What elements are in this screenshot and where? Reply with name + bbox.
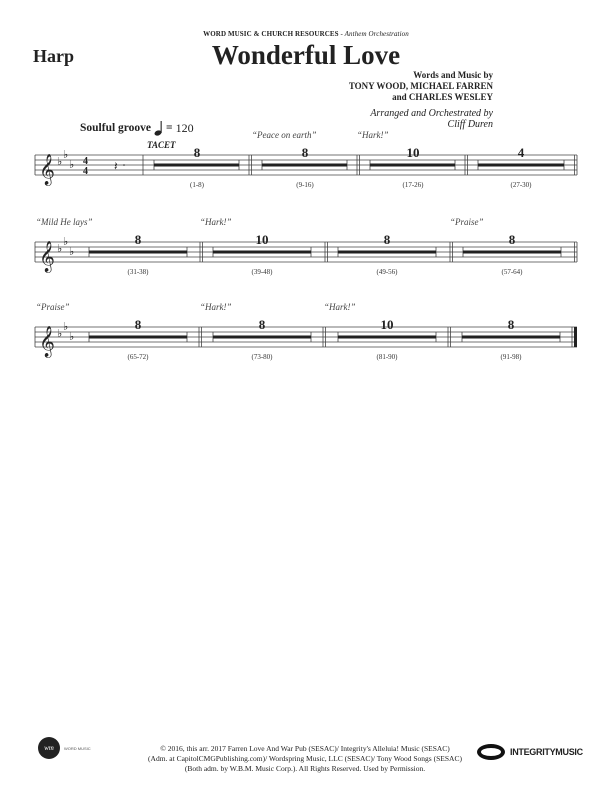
- measure-range: (57-64): [501, 268, 523, 276]
- multi-rest-count: 8: [258, 317, 266, 332]
- cue-text: “Hark!”: [200, 302, 232, 312]
- tacet-label: TACET: [147, 140, 176, 150]
- svg-text:♭: ♭: [69, 330, 75, 343]
- multi-rest-count: 8: [301, 145, 309, 160]
- svg-text:4: 4: [83, 156, 88, 167]
- copyright-line: (Adm. at CapitolCMGPublishing.com)/ Wordspring Music, LLC (SESAC)/ Tony Wood Songs (SESAC): [148, 754, 462, 763]
- svg-text:♭: ♭: [63, 320, 69, 333]
- final-barline: [574, 327, 577, 347]
- integrity-ring-icon: [477, 744, 505, 760]
- integrity-music-logo: [477, 744, 583, 760]
- word-music-logo: [38, 737, 91, 759]
- quarter-rest-icon: 𝄽: [114, 159, 118, 173]
- credits-line: TONY WOOD, MICHAEL FARREN: [348, 81, 493, 91]
- word-music-logo-text: WORD MUSIC: [64, 745, 91, 751]
- publisher: WORD MUSIC & CHURCH RESOURCES: [203, 30, 339, 38]
- multi-rest-count: 10: [406, 145, 420, 160]
- arranger-line: Arranged and Orchestrated by: [370, 108, 493, 119]
- measure-range: (27-30): [510, 181, 532, 189]
- multi-rest-count: 8: [134, 232, 142, 247]
- cue-text: “Hark!”: [324, 302, 356, 312]
- measure-range: (65-72): [127, 353, 149, 361]
- measure-range: (49-56): [376, 268, 398, 276]
- credits-line: and CHARLES WESLEY: [392, 92, 493, 102]
- key-signature-flats-icon: [57, 320, 74, 343]
- credits: [349, 70, 493, 103]
- series: - Anthem Orchestration: [340, 30, 409, 38]
- measure-range: (81-90): [376, 353, 398, 361]
- tempo-label: Soulful groove: [80, 122, 152, 134]
- svg-text:♭: ♭: [57, 242, 63, 255]
- arranger: [370, 108, 493, 130]
- multi-rest-count: 8: [383, 232, 391, 247]
- svg-text:♭: ♭: [69, 245, 75, 258]
- word-music-logo-mark: wm: [38, 737, 60, 759]
- multi-rest-count: 10: [255, 232, 269, 247]
- measure-range: (31-38): [127, 268, 149, 276]
- copyright-line: (Both adm. by W.B.M. Music Corp.). All Rights Reserved. Used by Permission.: [184, 764, 426, 773]
- cue-text: “Hark!”: [200, 217, 232, 227]
- measure-range: (73-80): [251, 353, 273, 361]
- quarter-note-icon: [154, 120, 163, 136]
- tempo-marking: [80, 120, 194, 136]
- measure-range: (17-26): [402, 181, 424, 189]
- multi-rest-count: 8: [508, 232, 516, 247]
- multi-rest-count: 8: [193, 145, 201, 160]
- svg-text:♭: ♭: [63, 235, 69, 248]
- measure-range: (1-8): [190, 181, 204, 189]
- multi-rest-count: 8: [134, 317, 142, 332]
- measure-range: (9-16): [296, 181, 314, 189]
- copyright-line: © 2016, this arr. 2017 Farren Love And War Pub (SESAC)/ Integrity's Alleluia! Music (SESAC): [160, 744, 450, 753]
- credits-line: Words and Music by: [413, 70, 493, 80]
- cue-text: “Mild He lays”: [36, 217, 93, 227]
- svg-text:♭: ♭: [57, 327, 63, 340]
- key-signature-flats-icon: [57, 148, 74, 171]
- instrument-name: Harp: [33, 46, 75, 66]
- song-title: Wonderful Love: [211, 40, 401, 70]
- copyright-notice: [130, 744, 480, 774]
- publisher-line: [0, 30, 612, 38]
- tempo-equals: =: [166, 122, 173, 134]
- svg-text:♭: ♭: [69, 158, 75, 171]
- multi-rest-count: 8: [507, 317, 515, 332]
- integrity-music-text: INTEGRITYMUSIC: [510, 747, 583, 757]
- cue-text: “Praise”: [36, 302, 70, 312]
- svg-text:♭: ♭: [57, 155, 63, 168]
- key-signature-flats-icon: [57, 235, 74, 258]
- measure-range: (91-98): [500, 353, 522, 361]
- cue-text: “Peace on earth”: [252, 130, 317, 140]
- treble-clef-icon: 𝄞: [39, 326, 55, 357]
- treble-clef-icon: 𝄞: [39, 154, 55, 185]
- svg-text:♭: ♭: [63, 148, 69, 161]
- cue-text: “Praise”: [450, 217, 484, 227]
- treble-clef-icon: 𝄞: [39, 241, 55, 272]
- measure-range: (39-48): [251, 268, 273, 276]
- multi-rest-count: 10: [380, 317, 394, 332]
- arranger-line: Cliff Duren: [447, 119, 493, 130]
- tempo-bpm: 120: [175, 120, 194, 135]
- svg-text:4: 4: [83, 166, 88, 177]
- multi-rest-count: 4: [517, 145, 525, 160]
- time-signature: [83, 156, 88, 177]
- cue-text: “Hark!”: [357, 130, 389, 140]
